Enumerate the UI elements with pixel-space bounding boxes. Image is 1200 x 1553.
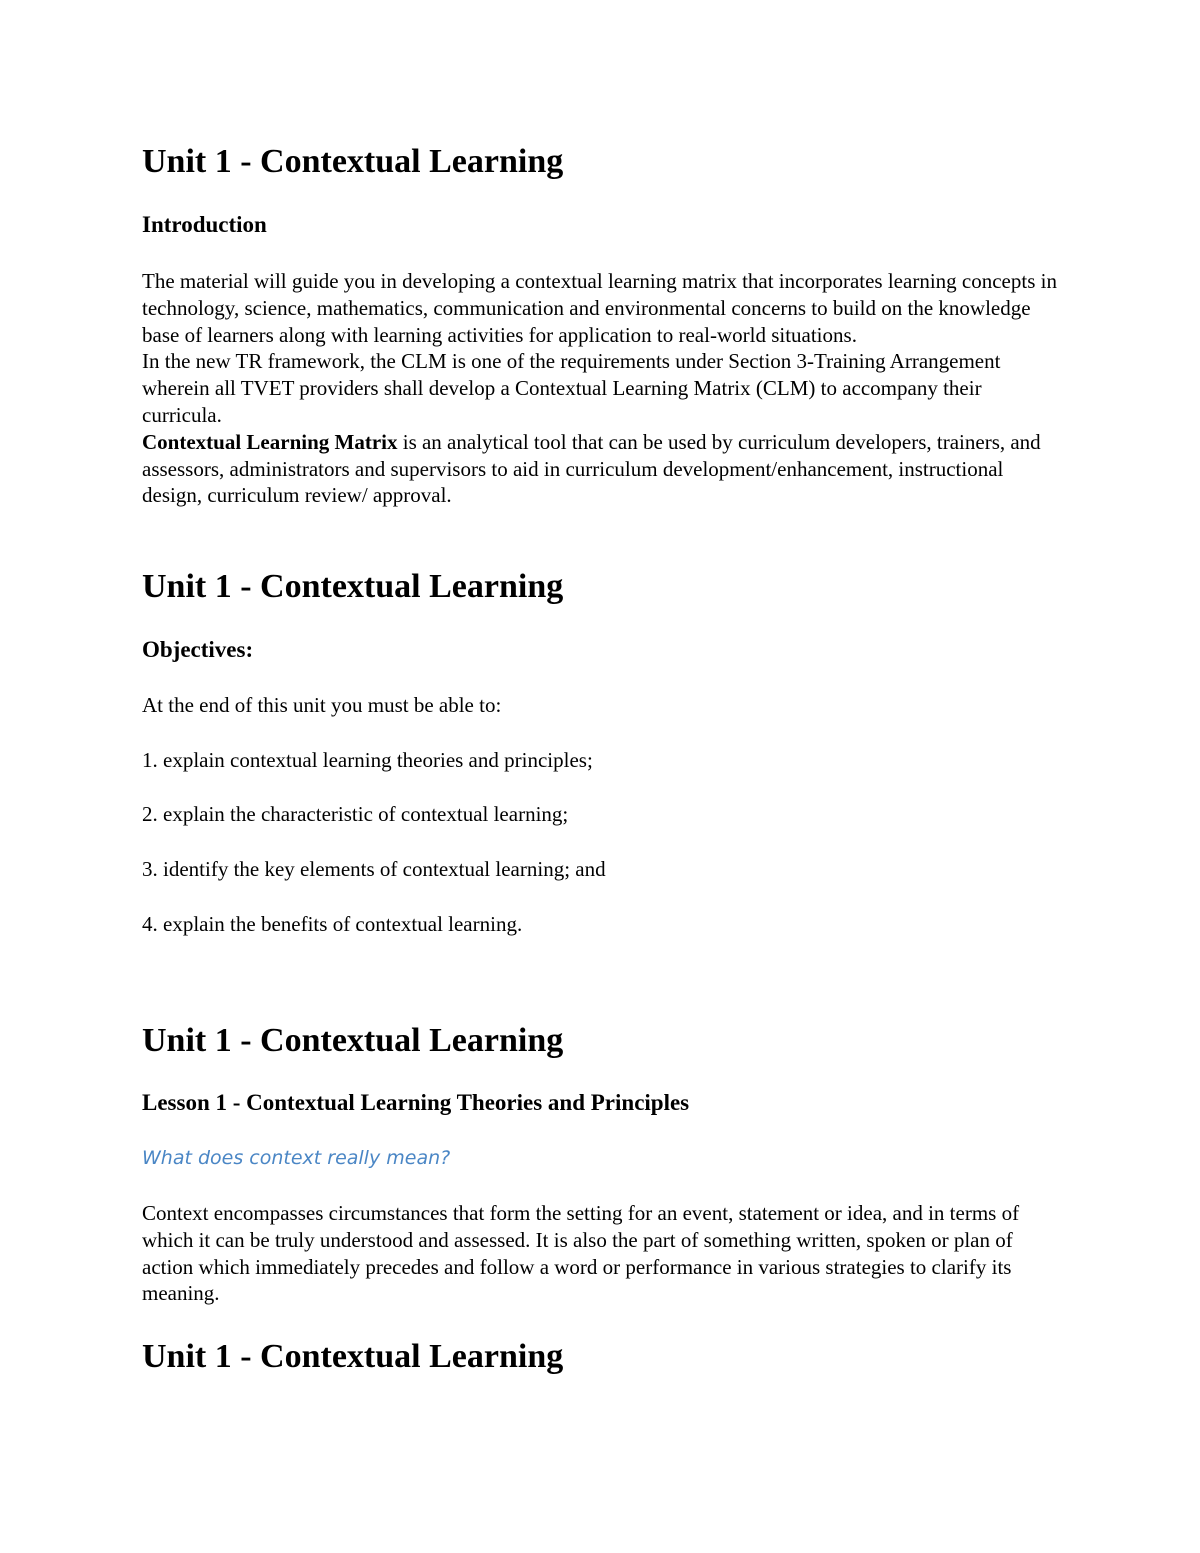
unit-title: Unit 1 - Contextual Learning [142, 1338, 564, 1375]
unit-title: Unit 1 - Contextual Learning [142, 1022, 564, 1059]
objective-item: 4. explain the benefits of contextual learning. [142, 912, 523, 936]
context-paragraph: Context encompasses circumstances that form the setting for an event, statement or idea, and in terms of which it can be truly understood and assessed. It is also the part of something written, spoken or plan of action which immediately precedes and follow a word or performance in various strategies to clarify its meaning. [142, 1201, 1020, 1306]
objectives-heading: Objectives: [142, 637, 254, 662]
framework-paragraph: In the new TR framework, the CLM is one of the requirements under Section 3-Training Arrangement wherein all TVET providers shall develop a Contextual Learning Matrix (CLM) to accompany their curricula. [142, 349, 1001, 427]
introduction-paragraph: The material will guide you in developing a contextual learning matrix that incorporates learning concepts in technology, science, mathematics, communication and environmental concerns to build on the knowledge base of learners along with learning activities for application to real-world situations. [142, 269, 1057, 347]
unit-title: Unit 1 - Contextual Learning [142, 568, 564, 605]
lesson-heading: Lesson 1 - Contextual Learning Theories and Principles [142, 1090, 690, 1115]
context-question: What does context really mean? [142, 1147, 451, 1169]
objective-item: 3. identify the key elements of contextual learning; and [142, 857, 606, 881]
definition-text: is an analytical tool that can be used by curriculum developers, trainers, and assessors, administrators and supervisors to aid in curriculum development/enhancement, instructional design, curriculum review/ approval. [142, 429, 1041, 508]
definition-paragraph [142, 429, 1062, 509]
objective-item: 1. explain contextual learning theories and principles; [142, 748, 593, 772]
unit-title: Unit 1 - Contextual Learning [142, 143, 564, 180]
objective-item: 2. explain the characteristic of contextual learning; [142, 802, 569, 826]
definition-term: Contextual Learning Matrix [142, 429, 398, 454]
introduction-heading: Introduction [142, 212, 267, 237]
introduction-text [142, 268, 1062, 509]
objectives-intro: At the end of this unit you must be able to: [142, 693, 502, 717]
document-page [142, 0, 1062, 1553]
